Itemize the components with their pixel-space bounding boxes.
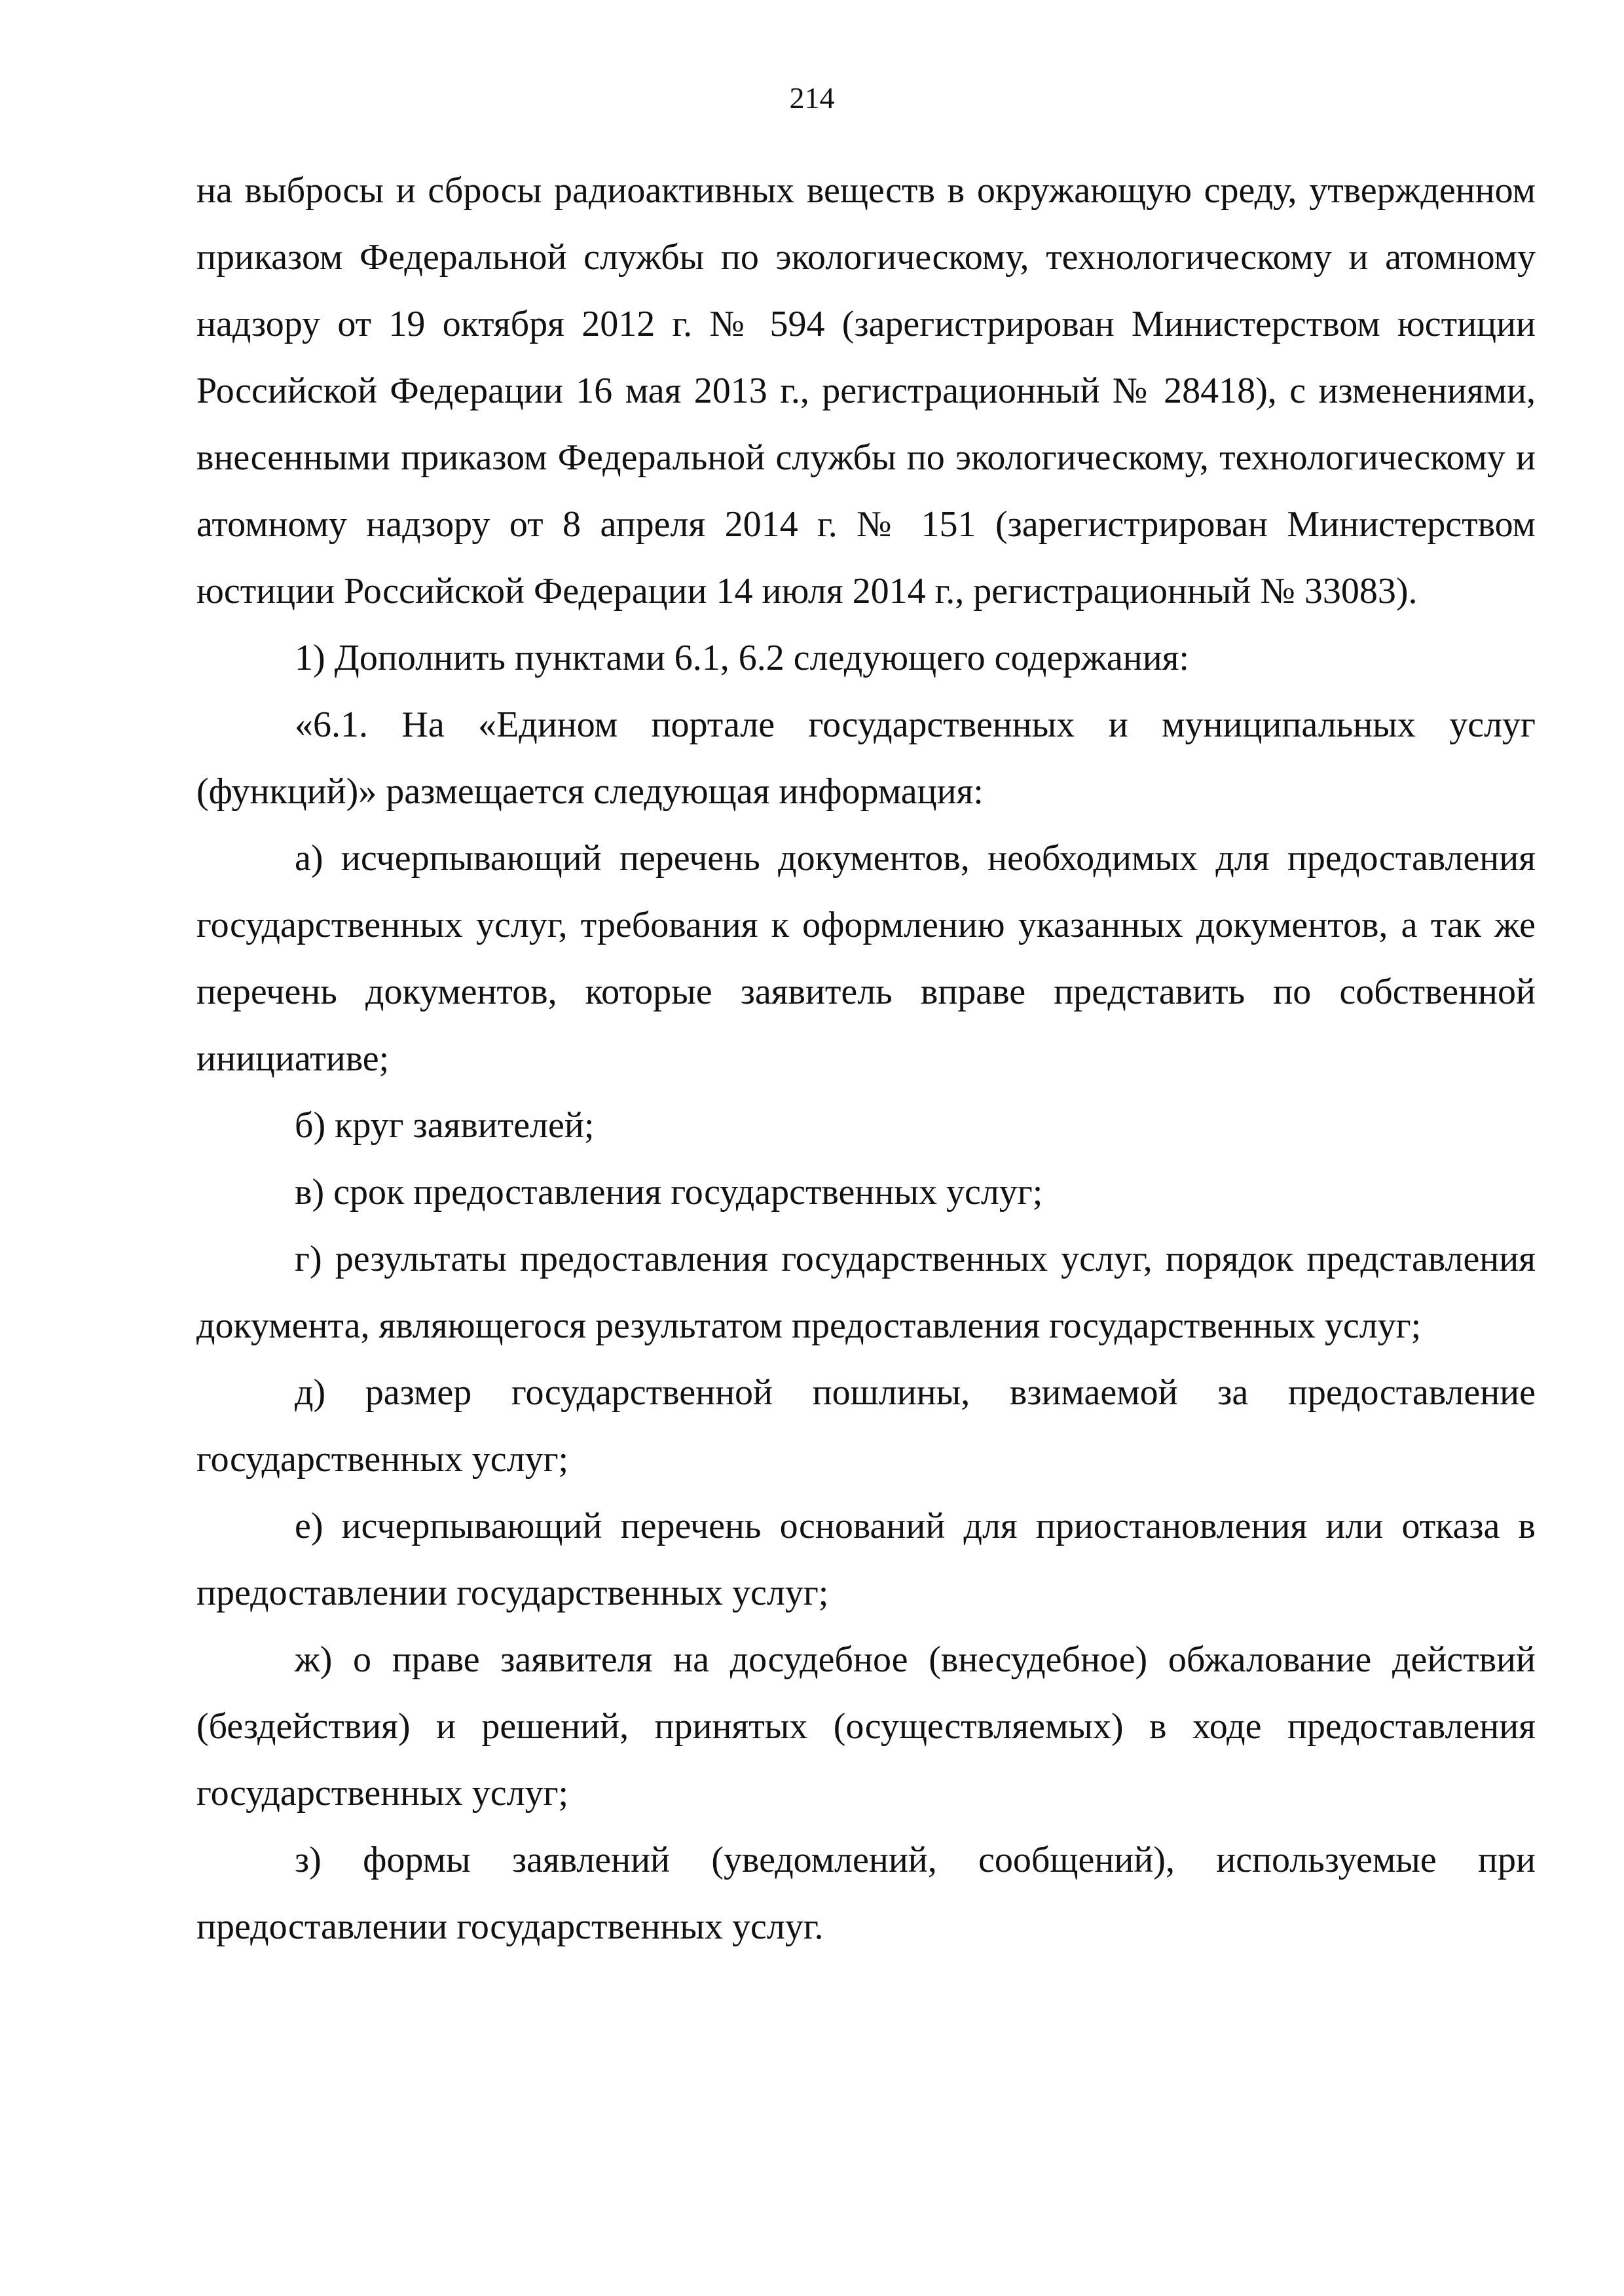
paragraph-clause-6-1: «6.1. На «Едином портале государственных и муниципальных услуг (функций)» размещается следующая информация: [196, 704, 1536, 812]
list-item-g: г) результаты предоставления государственных услуг, порядок представления документа, являющегося результатом предоставления государственных услуг; [196, 1239, 1536, 1346]
list-item-d: д) размер государственной пошлины, взимаемой за предоставление государственных услуг; [196, 1372, 1536, 1480]
paragraph-amendment-item-1: 1) Дополнить пунктами 6.1, 6.2 следующего содержания: [295, 638, 1189, 678]
page-number: 214 [789, 81, 835, 115]
list-item-zh: ж) о праве заявителя на досудебное (внесудебное) обжалование действий (бездействия) и решений, принятых (осуществляемых) в ходе предоставления государственных услуг; [196, 1639, 1536, 1813]
list-item-b: б) круг заявителей; [295, 1105, 595, 1146]
list-item-z: з) формы заявлений (уведомлений, сообщений), используемые при предоставлении государственных услуг. [196, 1840, 1536, 1947]
document-body [196, 157, 1536, 1960]
list-item-e: е) исчерпывающий перечень оснований для приостановления или отказа в предоставлении государственных услуг; [196, 1506, 1536, 1613]
list-item-a: а) исчерпывающий перечень документов, необходимых для предоставления государственных услуг, требования к оформлению указанных документов, а так же перечень документов, которые заявитель вправе представить по собственной инициативе; [196, 838, 1536, 1079]
paragraph-continuation: на выбросы и сбросы радиоактивных веществ в окружающую среду, утвержденном приказом Федеральной службы по экологическому, технологическому и атомному надзору от 19 октября 2012 г. № 594 (зарегистрирован Министерством юстиции Российской Федерации 16 мая 2013 г., регистрационный № 28418), с изменениями, внесенными приказом Федеральной службы по экологическому, технологическому и атомному надзору от 8 апреля 2014 г. № 151 (зарегистрирован Министерством юстиции Российской Федерации 14 июля 2014 г., регистрационный № 33083). [196, 170, 1536, 611]
list-item-v: в) срок предоставления государственных услуг; [295, 1172, 1043, 1212]
